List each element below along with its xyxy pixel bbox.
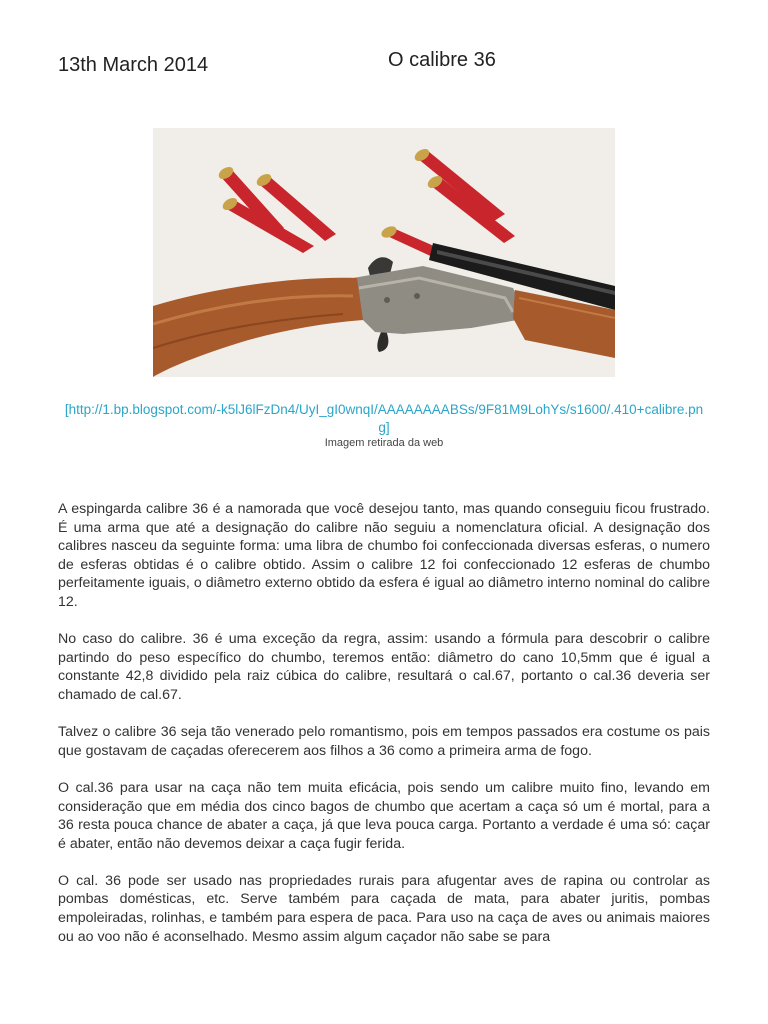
image-source-link[interactable]: [http://1.bp.blogspot.com/-k5lJ6lFzDn4/UyI_gI0wnqI/AAAAAAAABSs/9F81M9LohYs/s1600/.410+calibre.png] <box>64 402 704 435</box>
image-caption: Imagem retirada da web <box>324 437 444 449</box>
paragraph: A espingarda calibre 36 é a namorada que você desejou tanto, mas quando conseguiu ficou frustrado. É uma arma que até a designação do calibre não seguiu a nomenclatura oficial. A designação dos calibres nasceu da seguinte forma: uma libra de chumbo foi confeccionada diversas esferas, o numero de esferas obtidas é o calibre obtido. Assim o calibre 12 foi confeccionado 12 esferas de chumbo perfeitamente iguais, o diâmetro externo obtido da esfera é igual ao diâmetro interno nominal do calibre 12. <box>58 501 710 610</box>
post-date: 13th March 2014 <box>58 54 209 76</box>
shotgun-image[interactable] <box>153 128 615 377</box>
shotgun-illustration <box>153 128 615 377</box>
paragraph: Talvez o calibre 36 seja tão venerado pelo romantismo, pois em tempos passados era costume os pais que gostavam de caçadas oferecerem aos filhos a 36 como a primeira arma de fogo. <box>58 724 710 759</box>
paragraph: O cal.36 para usar na caça não tem muita eficácia, pois sendo um calibre muito fino, levando em consideração que em média dos cinco bagos de chumbo que acertam a caça só um é mortal, para a 36 resta pouca chance de abater a caça, já que leva pouca carga. Portanto a verdade é uma só: caçar é abater, então não devemos deixar a caça fugir ferida. <box>58 779 710 852</box>
paragraph: O cal. 36 pode ser usado nas propriedades rurais para afugentar aves de rapina ou controlar as pombas domésticas, etc. Serve também para caçada de mata, para abater juritis, pombas empoleiradas, rolinhas, e também para espera de paca. Para uso na caça de aves ou animais maiores ou ao voo não é aconselhado. Mesmo assim algum caçador não sabe se para <box>58 872 710 945</box>
paragraph: No caso do calibre. 36 é uma exceção da regra, assim: usando a fórmula para descobrir o calibre partindo do peso específico do chumbo, teremos então: diâmetro do cano 10,5mm que é igual a constante 42,8 dividido pela raiz cúbica do calibre, resultará o cal.67, portanto o cal.36 deveria ser chamado de cal.67. <box>58 631 710 703</box>
post-title: O calibre 36 <box>388 49 496 71</box>
article-body <box>58 500 710 965</box>
